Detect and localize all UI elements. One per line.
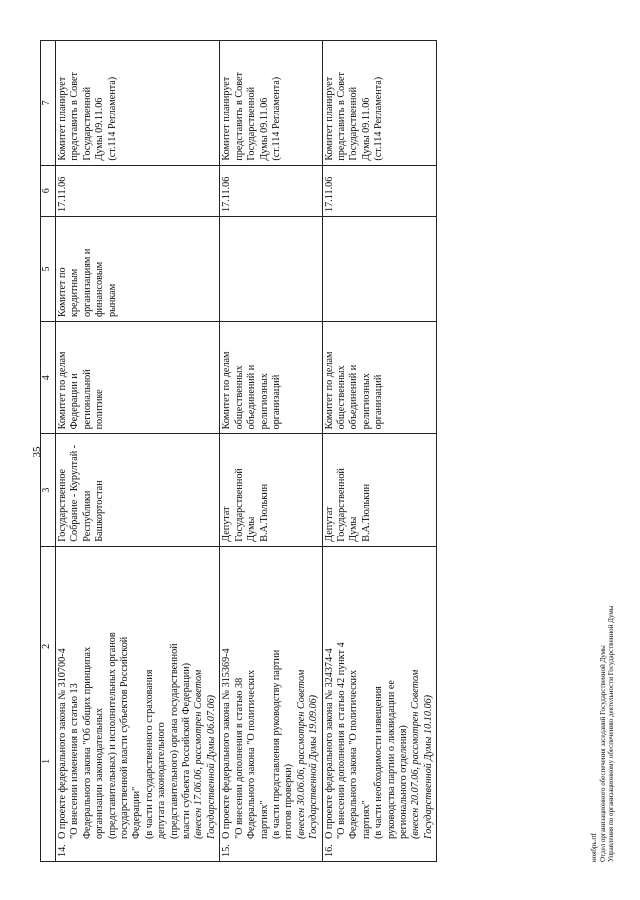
header-cell-3: 3: [41, 434, 56, 546]
committee-cell: [322, 322, 437, 434]
bill-title-line: итогов проверки): [283, 763, 295, 839]
plan-cell: [322, 41, 437, 166]
footer-line: Отдел организационного обеспечения заседаний Государственной Думы: [598, 645, 607, 862]
bill-note-line: Государственной Думы 06.07.06): [205, 694, 217, 839]
committee-line: региональной: [81, 369, 93, 430]
committee-line: организаций: [270, 374, 282, 430]
header-cell-2: [41, 546, 56, 861]
committee-line: религиозных: [360, 373, 372, 430]
committee-line: общественных: [335, 365, 347, 430]
bill-title-line: Федерации": [131, 786, 143, 839]
committee-line: Комитет по делам: [323, 351, 335, 430]
date-value: 17.11.06: [221, 176, 233, 212]
plan-line: Государственной: [348, 86, 360, 161]
plan-line: Комитет планирует: [221, 76, 233, 161]
footer: [590, 62, 616, 862]
bill-title-line: О проекте федерального закона № 315369-4: [221, 648, 233, 839]
committee-line: объединений и: [348, 364, 360, 430]
co-committee-cell: [56, 216, 220, 321]
author-line: Депутат: [221, 506, 233, 542]
date-value: 17.11.06: [323, 176, 335, 212]
plan-line: Комитет планирует: [57, 76, 68, 161]
date-cell: [322, 165, 437, 216]
plan-line: Думы 09.11.06: [258, 97, 270, 161]
date-cell: [56, 165, 220, 216]
author-cell: [322, 434, 437, 546]
bill-title-line: (представительного) органа государственной: [168, 643, 180, 839]
date-value: 17.11.06: [57, 176, 68, 212]
committee-line: политике: [94, 389, 106, 430]
bill-description: [57, 551, 218, 839]
bill-cell: [56, 546, 220, 861]
co-committee-line: организациям и: [81, 248, 93, 318]
plan-line: представить в Совет: [335, 72, 347, 161]
bill-title-line: "О внесении дополнения в статью 38: [233, 677, 245, 839]
author-line: Собрание - Курултай -: [69, 444, 81, 542]
bill-title-line: О проекте федерального закона № 324374-4: [323, 648, 335, 839]
header-cell-6: 6: [41, 165, 56, 216]
bill-title-line: Федерального закона "О политических: [348, 669, 360, 839]
co-committee-cell: [220, 216, 322, 321]
author-line: В.А.Тюлькин: [258, 483, 270, 542]
header-cell-5: 5: [41, 216, 56, 321]
co-committee-cell: [322, 216, 437, 321]
committee-cell: [56, 322, 220, 434]
bill-title-line: партиях": [360, 800, 372, 839]
committee-line: Комитет по делам: [221, 351, 233, 430]
bill-note-line: (внесен 17.06.06, рассмотрен Советом: [193, 669, 205, 839]
plan-line: (ст.114 Регламента): [106, 76, 118, 161]
co-committee-line: финансовым: [94, 261, 106, 318]
plan-cell: [220, 41, 322, 166]
footer-line: ноябрь.rtf: [590, 833, 598, 862]
co-committee-line: рынкам: [106, 283, 118, 318]
date-cell: [220, 165, 322, 216]
author-line: Государственной: [335, 468, 347, 542]
header-label-1: 1: [41, 758, 52, 764]
bill-description: [324, 551, 436, 839]
bill-title-line: Федерального закона "Об общих принципах: [81, 646, 93, 839]
bill-title-line: О проекте федерального закона № 310700-4: [57, 648, 68, 839]
plan-line: Государственной: [81, 86, 93, 161]
plan-line: Думы 09.11.06: [94, 97, 106, 161]
author-cell: [56, 434, 220, 546]
committee-cell: [220, 322, 322, 434]
bill-title-line: регионального отделения): [397, 725, 409, 839]
header-cell-7: 7: [41, 41, 56, 166]
author-line: Думы: [246, 516, 258, 542]
bill-title-line: (представительных) и исполнительных органов: [106, 632, 118, 839]
author-line: Государственной: [233, 468, 245, 542]
author-line: Республики: [81, 490, 93, 542]
table-row: [220, 41, 322, 862]
author-cell: [220, 434, 322, 546]
plan-line: Комитет планирует: [323, 76, 335, 161]
committee-line: Федерации и: [69, 373, 81, 430]
page-number: 35: [31, 446, 43, 458]
bill-title-line: организации законодательных: [94, 707, 106, 839]
committee-line: организаций: [373, 374, 385, 430]
bill-title-line: государственной власти субъектов Российской: [119, 636, 131, 839]
row-number: 14.: [57, 844, 68, 857]
bill-note-line: (внесен 30.06.06, рассмотрен Советом: [295, 669, 307, 839]
bill-cell: [220, 546, 322, 861]
bill-title-line: власти субъекта Российской Федерации): [181, 662, 193, 839]
header-row: [41, 41, 56, 862]
co-committee-line: кредитным: [69, 268, 81, 318]
header-cell-4: 4: [41, 322, 56, 434]
bill-title-line: "О внесении дополнения в статью 42 пункт 4: [335, 642, 347, 839]
bill-title-line: руководства партии о ликвидации ее: [385, 680, 397, 839]
bill-title-line: партиях": [258, 800, 270, 839]
bill-title-line: Федерального закона "О политических: [246, 669, 258, 839]
table-row: [322, 41, 437, 862]
plan-line: Думы 09.11.06: [360, 97, 372, 161]
bills-table: [40, 40, 437, 862]
bill-title-line: (в части необходимости извещения: [373, 686, 385, 839]
bill-description: [221, 551, 320, 839]
header-label-2: 2: [41, 643, 52, 649]
bill-title-line: "О внесении изменения в статью 13: [69, 683, 81, 839]
committee-line: общественных: [233, 365, 245, 430]
row-number: 15.: [221, 844, 233, 857]
plan-line: (ст.114 Регламента): [270, 76, 282, 161]
plan-line: (ст.114 Регламента): [373, 76, 385, 161]
bill-note-line: Государственной Думы 19.09.06): [308, 694, 320, 839]
committee-line: религиозных: [258, 373, 270, 430]
plan-line: Государственной: [246, 86, 258, 161]
co-committee-line: Комитет по: [57, 267, 68, 318]
bill-note-line: Государственной Думы 10.10.06): [422, 694, 434, 839]
footer-line: Управления по организационному обеспечению деятельности Государственной Думы: [607, 605, 615, 862]
author-line: Депутат: [323, 506, 335, 542]
bill-title-line: депутата законодательного: [156, 722, 168, 839]
bill-cell: [322, 546, 437, 861]
plan-line: представить в Совет: [233, 72, 245, 161]
plan-cell: [56, 41, 220, 166]
bill-title-line: (в части представления руководству партии: [270, 649, 282, 839]
plan-line: представить в Совет: [69, 72, 81, 161]
author-line: Государственное: [57, 468, 68, 542]
author-line: Думы: [348, 516, 360, 542]
row-number: 16.: [323, 844, 335, 857]
committee-line: Комитет по делам: [57, 351, 68, 430]
author-line: Башкортостан: [94, 480, 106, 542]
bill-note-line: (внесен 20.07.06, рассмотрен Советом: [410, 669, 422, 839]
author-line: В.А.Тюлькин: [360, 483, 372, 542]
committee-line: объединений и: [246, 364, 258, 430]
bill-title-line: (в части государственного страхования: [143, 669, 155, 839]
table-row: [56, 41, 220, 862]
